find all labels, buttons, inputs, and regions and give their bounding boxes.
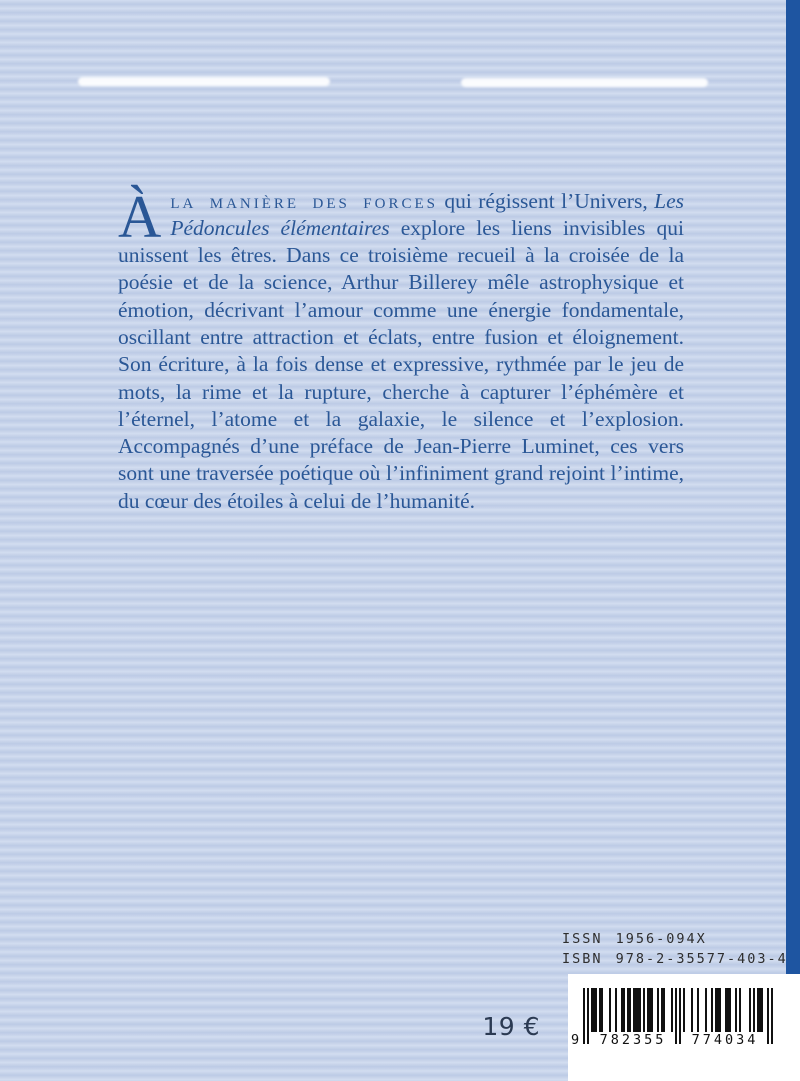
lead-smallcaps: la manière des forces <box>170 188 438 213</box>
decorative-bar-left <box>78 77 330 86</box>
barcode-digit-leading: 9 <box>571 1032 580 1048</box>
spine-accent-strip <box>786 0 800 974</box>
synopsis-text <box>118 183 684 516</box>
barcode-digit-group-2: 774034 <box>683 1032 767 1048</box>
dropcap-letter: À <box>118 183 162 250</box>
issn-isbn-block <box>562 929 788 969</box>
decorative-bar-right <box>461 78 708 87</box>
issn-line: ISSN 1956-094X <box>562 931 707 947</box>
price-label: 19 € <box>482 1012 540 1041</box>
barcode-digit-group-1: 782355 <box>591 1032 675 1048</box>
barcode-digits <box>571 1032 773 1052</box>
ean13-barcode <box>571 988 773 1058</box>
isbn-line: ISBN 978-2-35577-403-4 <box>562 951 788 967</box>
synopsis-body: qui régissent l’Univers, Les Pédoncules élémentaires explore les liens invisibles qui unissent les êtres. Dans ce troisième recueil à la croisée de la poésie et de la science, Arthur Billerey mêle astrophysique et émotion, décrivant l’amour comme une énergie fondamentale, oscillant entre attraction et éclats, entre fusion et éloignement. Son écriture, à la fois dense et expressive, rythmée par le jeu de mots, la rime et la rupture, cherche à capturer l’éphémère et l’éternel, l’atome et la galaxie, le silence et l’explosion. Accompagnés d’une préface de Jean-Pierre Luminet, ces vers sont une traversée poétique où l’infiniment grand rejoint l’intime, du cœur des étoiles à celui de l’humanité. <box>118 188 684 513</box>
barcode-panel <box>568 974 800 1081</box>
